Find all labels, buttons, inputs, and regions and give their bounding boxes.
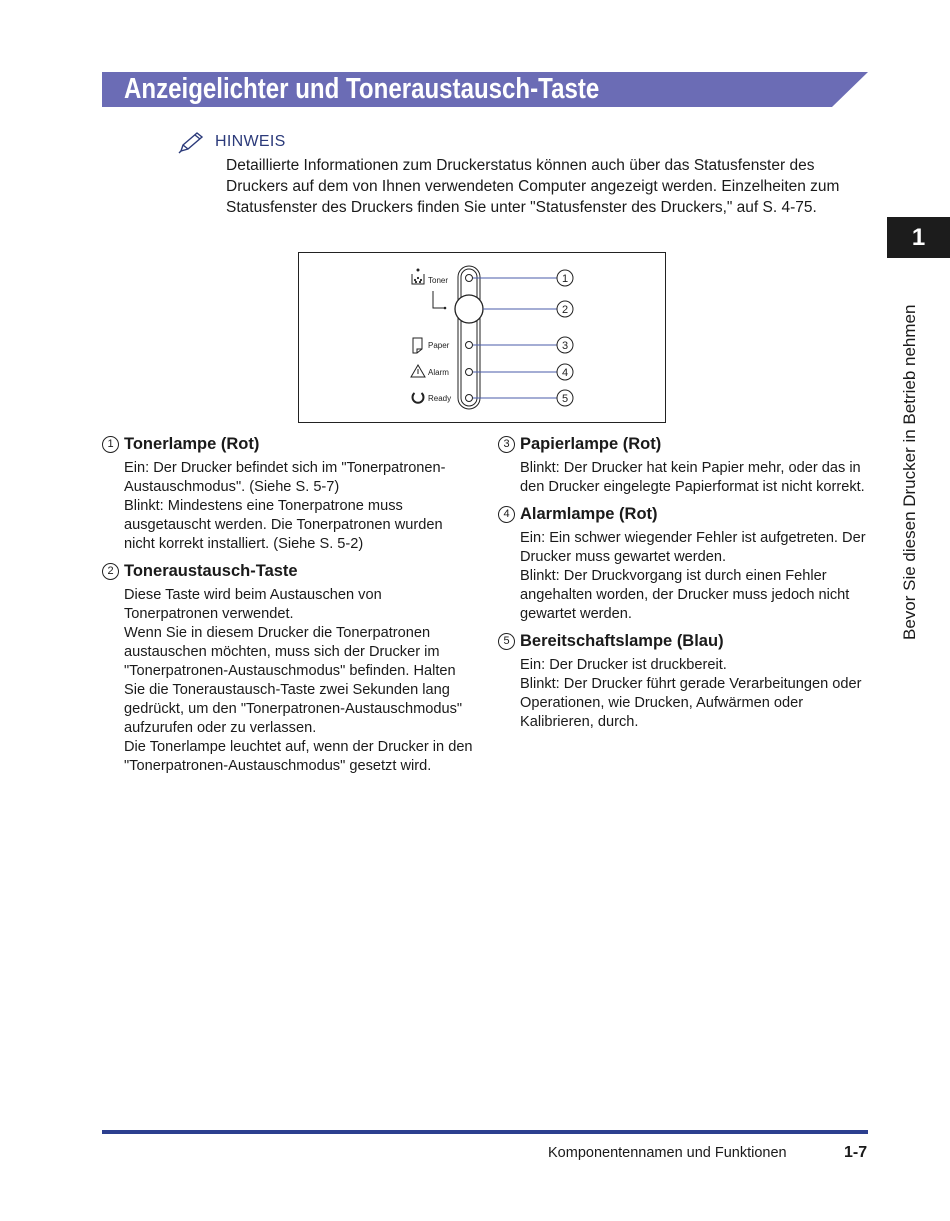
description-item bbox=[498, 433, 868, 497]
item-line: Die Tonerlampe leuchtet auf, wenn der Drucker in den "Tonerpatronen-Austauschmodus" gesetzt wird. bbox=[124, 739, 473, 774]
callout-number-3: 3 bbox=[561, 340, 569, 352]
pencil-note-icon bbox=[178, 130, 206, 154]
note-label: HINWEIS bbox=[215, 133, 286, 150]
page-title: Anzeigelichter und Toneraustausch-Taste bbox=[124, 73, 600, 105]
item-number: 2 bbox=[102, 563, 119, 580]
item-line: Ein: Der Drucker ist druckbereit. bbox=[520, 657, 727, 673]
item-line: Ein: Ein schwer wiegender Fehler ist aufgetreten. Der Drucker muss gewartet werden. bbox=[520, 530, 866, 565]
description-item bbox=[102, 433, 477, 554]
paper-label: Paper bbox=[428, 341, 450, 350]
item-heading: Alarmlampe (Rot) bbox=[520, 505, 658, 523]
item-number: 5 bbox=[498, 633, 515, 650]
item-heading: Toneraustausch-Taste bbox=[124, 562, 298, 580]
item-number: 4 bbox=[498, 506, 515, 523]
item-number: 3 bbox=[498, 436, 515, 453]
description-item bbox=[102, 560, 477, 776]
item-heading: Papierlampe (Rot) bbox=[520, 435, 662, 453]
item-line: Ein: Der Drucker befindet sich im "Tonerpatronen-Austauschmodus". (Siehe S. 5-7) bbox=[124, 460, 446, 495]
description-item bbox=[498, 630, 868, 732]
item-line: Diese Taste wird beim Austauschen von Tonerpatronen verwendet. bbox=[124, 587, 382, 622]
toner-icon bbox=[412, 269, 424, 284]
alarm-lamp bbox=[466, 369, 473, 376]
note-text: Detaillierte Informationen zum Druckerstatus können auch über das Statusfenster des Druckers auf dem von Ihnen verwendeten Computer angezeigt werden. Einzelheiten zum Statusfenster des Druckers finden Sie unter "Statusfenster des Druckers," auf S. 4-75. bbox=[226, 157, 840, 216]
right-column bbox=[498, 433, 868, 738]
left-column bbox=[102, 433, 477, 782]
button-indicator-line bbox=[433, 291, 444, 308]
item-heading: Bereitschaftslampe (Blau) bbox=[520, 632, 724, 650]
callout-number-2: 2 bbox=[561, 304, 569, 316]
footer-section-title: Komponentennamen und Funktionen bbox=[548, 1145, 787, 1161]
item-line: Blinkt: Der Druckvorgang ist durch einen Fehler angehalten worden, der Drucker muss jedoch nicht gewartet werden. bbox=[520, 568, 850, 622]
alarm-icon bbox=[411, 365, 425, 377]
ready-lamp bbox=[466, 395, 473, 402]
panel-outline-inner bbox=[461, 269, 477, 406]
footer-rule bbox=[102, 1130, 868, 1134]
page-number: 1-7 bbox=[844, 1144, 868, 1161]
callout-number-4: 4 bbox=[561, 367, 569, 379]
alarm-label: Alarm bbox=[428, 368, 449, 377]
item-heading: Tonerlampe (Rot) bbox=[124, 435, 260, 453]
paper-lamp bbox=[466, 342, 473, 349]
chapter-tab: 1 bbox=[887, 217, 950, 258]
item-number: 1 bbox=[102, 436, 119, 453]
ready-label: Ready bbox=[428, 394, 452, 403]
chapter-title-vertical: Bevor Sie diesen Drucker in Betrieb nehmen bbox=[900, 304, 919, 640]
callout-number-5: 5 bbox=[561, 393, 569, 405]
callout-number-1: 1 bbox=[561, 273, 569, 285]
paper-icon bbox=[413, 338, 422, 353]
item-line: Blinkt: Der Drucker hat kein Papier mehr, oder das in den Drucker eingelegte Papierformat ist nicht korrekt. bbox=[520, 460, 865, 495]
ready-icon bbox=[413, 393, 424, 403]
control-panel-diagram bbox=[298, 252, 666, 423]
toner-replacement-button bbox=[455, 295, 483, 323]
description-item bbox=[498, 503, 868, 624]
item-line: Wenn Sie in diesem Drucker die Tonerpatronen austauschen möchten, muss sich der Drucker im "Tonerpatronen-Austauschmodus" befinden. Halten Sie die Toneraustausch-Taste zwei Sekunden lang gedrückt, um den "Tonerpatronen-Austauschmodus" aufzurufen oder zu verlassen. bbox=[124, 625, 463, 736]
item-line: Blinkt: Mindestens eine Tonerpatrone muss ausgetauscht werden. Die Tonerpatronen wurden nicht korrekt installiert. (Siehe S. 5-2) bbox=[124, 498, 443, 552]
toner-lamp bbox=[466, 275, 473, 282]
toner-label: Toner bbox=[428, 276, 449, 285]
item-line: Blinkt: Der Drucker führt gerade Verarbeitungen oder Operationen, wie Drucken, Aufwärmen oder Kalibrieren, durch. bbox=[520, 676, 862, 730]
